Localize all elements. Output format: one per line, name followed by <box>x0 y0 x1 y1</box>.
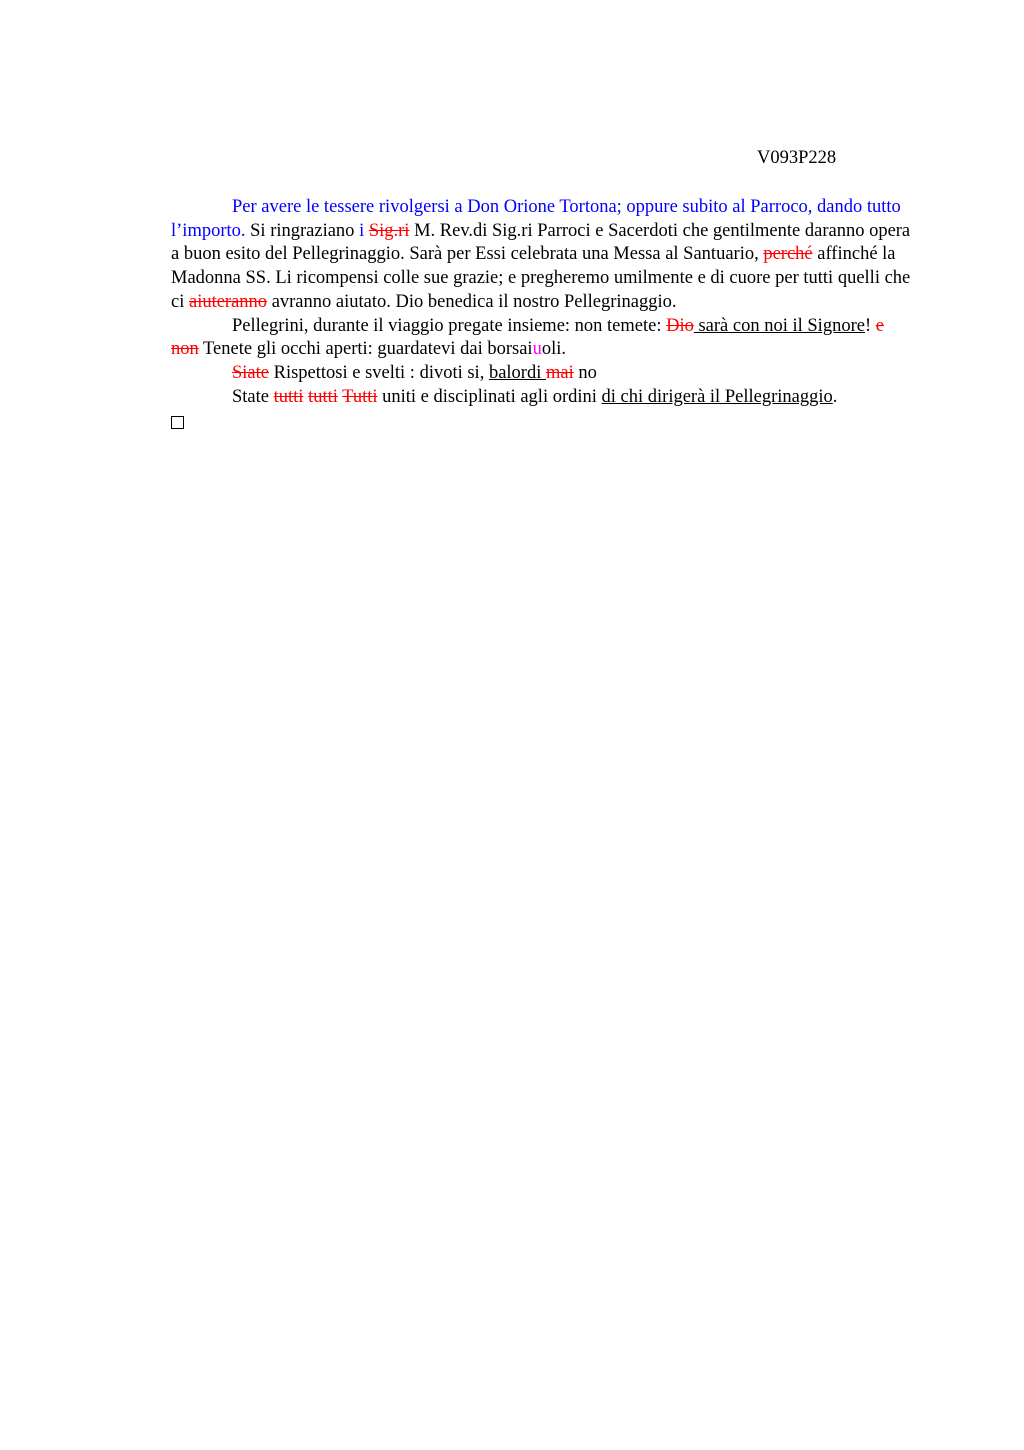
text-span: no <box>573 362 597 383</box>
paragraph-state-uniti <box>171 386 911 410</box>
text-span: affinché la Madonna SS. Li ricompensi colle sue grazie; e pregheremo umilmente e di cuore per tutti quelli che ci <box>171 244 911 312</box>
text-span: Rispettosi e svelti : divoti si, <box>269 362 489 383</box>
text-span: oli. <box>541 339 566 360</box>
blue-text: i <box>359 220 365 241</box>
text-span: Si ringraziano <box>245 220 360 241</box>
inserted-text: u <box>532 339 542 360</box>
text-span: Tenete gli occhi aperti: guardatevi dai borsai <box>198 339 533 360</box>
text-span: uniti e disciplinati agli ordini <box>377 386 602 407</box>
page-reference: V093P228 <box>757 148 837 168</box>
deleted-text: perché <box>763 244 813 265</box>
deleted-text: tutti <box>308 386 338 407</box>
blue-text: Per avere le tessere rivolgersi a Don Orione Tortona <box>232 197 617 217</box>
deleted-text: aiuteranno <box>188 291 268 312</box>
underlined-text: di chi dirigerà il Pellegrinaggio <box>601 386 833 407</box>
text-span: ! <box>864 315 876 336</box>
blue-text: ; oppure subito al Parroco, dando tutto l’importo. <box>171 197 901 241</box>
deleted-text: Dio <box>666 315 694 336</box>
end-square-icon <box>171 416 184 429</box>
deleted-text: e non <box>171 315 884 360</box>
deleted-text: tutti <box>273 386 304 407</box>
paragraph-rispettosi <box>171 362 911 386</box>
text-span: avranno aiutato. Dio benedica il nostro Pellegrinaggio. <box>267 291 677 312</box>
document-body <box>171 196 911 437</box>
underlined-text: sarà con noi il Signore <box>693 315 865 336</box>
text-span: Pellegrini, durante il viaggio pregate insieme: non temete: <box>232 315 667 336</box>
paragraph-pellegrini <box>171 315 911 362</box>
deleted-text: Tutti <box>342 386 378 407</box>
text-span: M. Rev.di Sig.ri Parroci e Sacerdoti che gentilmente daranno opera a buon esito del Pellegrinaggio. Sarà per Essi celebrata una Messa al Santuario, <box>171 220 911 265</box>
deleted-text: Siate <box>232 362 269 383</box>
paragraph-tessere <box>171 196 911 315</box>
text-span: . <box>832 386 838 407</box>
deleted-text: mai <box>545 362 574 383</box>
text-span: State <box>232 386 274 407</box>
deleted-text: Sig.ri <box>368 220 410 241</box>
underlined-text: balordi <box>488 362 546 383</box>
